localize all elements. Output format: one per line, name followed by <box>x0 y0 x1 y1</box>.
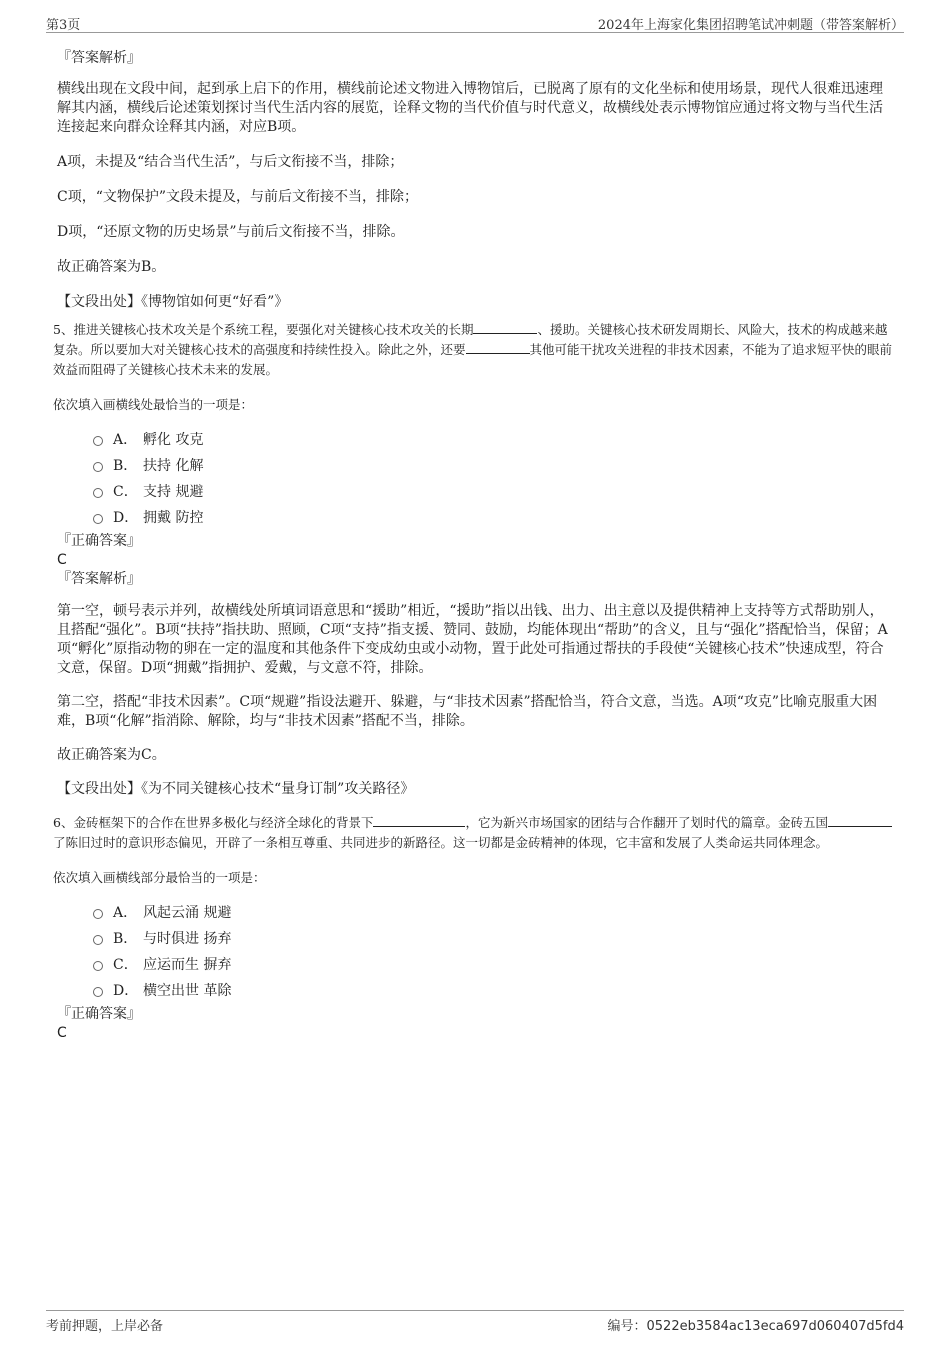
question-5-answer <box>57 531 895 799</box>
correct-answer-label: 『正确答案』 <box>57 533 141 549</box>
option-a[interactable]: A． 风起云涌 规避 <box>93 900 895 926</box>
option-b[interactable]: B． 扶持 化解 <box>93 453 895 479</box>
option-d[interactable]: D． 拥戴 防控 <box>93 505 895 531</box>
question-6-answer <box>57 1004 895 1042</box>
analysis-label: 『答案解析』 <box>57 571 141 587</box>
radio-icon[interactable] <box>93 987 103 997</box>
previous-question-analysis <box>57 48 895 312</box>
page-header <box>46 12 904 33</box>
analysis-conclusion: 故正确答案为B。 <box>57 259 166 275</box>
radio-icon[interactable] <box>93 514 103 524</box>
correct-answer-label: 『正确答案』 <box>57 1006 141 1022</box>
option-d[interactable]: D． 横空出世 革除 <box>93 978 895 1004</box>
radio-icon[interactable] <box>93 436 103 446</box>
blank-2 <box>828 814 892 827</box>
correct-answer: C <box>57 552 67 568</box>
analysis-second-blank: 第二空，搭配“非技术因素”。C项“规避”指设法避开、躲避，与“非技术因素”搭配恰当，符合文意，当选。A项“攻克”比喻克服重大困难，B项“化解”指消除、解除，均与“非技术因素”搭配不当，排除。 <box>57 694 878 729</box>
question-5 <box>53 320 895 531</box>
options-list <box>93 900 895 1004</box>
analysis-option-a: A项，未提及“结合当代生活”，与后文衔接不当，排除； <box>57 154 404 170</box>
analysis-paragraph: 横线出现在文段中间，起到承上启下的作用，横线前论述文物进入博物馆后，已脱离了原有的文化坐标和使用场景，现代人很难迅速理解其内涵，横线后论述策划探讨当代生活内容的展览，诠释文物的当代价值与时代意义，故横线处表示博物馆应通过将文物与当代生活连接起来向群众诠释其内涵，对应B项。 <box>57 81 883 135</box>
option-b[interactable]: B． 与时俱进 扬弃 <box>93 926 895 952</box>
blank-1 <box>373 814 465 827</box>
question-prompt: 依次填入画横线处最恰当的一项是： <box>53 397 254 412</box>
page-content <box>53 48 895 1042</box>
correct-answer: C <box>57 1025 67 1041</box>
options-list <box>93 427 895 531</box>
analysis-option-d: D项，“还原文物的历史场景”与前后文衔接不当，排除。 <box>57 224 405 240</box>
blank-1 <box>473 321 537 334</box>
radio-icon[interactable] <box>93 488 103 498</box>
document-code: 编号：0522eb3584ac13eca697d060407d5fd4 <box>607 1319 904 1334</box>
option-c[interactable]: C． 应运而生 摒弃 <box>93 952 895 978</box>
radio-icon[interactable] <box>93 935 103 945</box>
document-title: 2024年上海家化集团招聘笔试冲刺题（带答案解析） <box>597 18 904 33</box>
analysis-first-blank: 第一空，顿号表示并列，故横线处所填词语意思和“援助”相近，“援助”指以出钱、出力、出主意以及提供精神上支持等方式帮助别人，且搭配“强化”。B项“扶持”指扶助、照顾，C项“支持”指支援、赞同、鼓励，均能体现出“帮助”的含义，且与“强化”搭配恰当，保留；A项“孵化”原指动物的卵在一定的温度和其他条件下变成幼虫或小动物，置于此处可指通过帮扶的手段使“关键核心技术”快速成型，符合文意，保留。D项“拥戴”指拥护、爱戴，与文意不符，排除。 <box>57 603 888 676</box>
page-footer <box>46 1310 904 1333</box>
analysis-label: 『答案解析』 <box>57 50 141 66</box>
source-citation: 【文段出处】《博物馆如何更“好看”》 <box>57 294 289 310</box>
option-c[interactable]: C． 支持 规避 <box>93 479 895 505</box>
footer-slogan: 考前押题，上岸必备 <box>46 1319 164 1334</box>
source-citation: 【文段出处】《为不同关键核心技术“量身订制”攻关路径》 <box>57 781 415 797</box>
question-stem: 5、推进关键核心技术攻关是个系统工程，要强化对关键核心技术攻关的长期 、援助。关键核心技术研发周期长、风险大，技术的构成越来越复杂。所以要加大对关键核心技术的高强度和持续性投入。除此之外，还要 其他可能干扰攻关进程的非技术因素，不能为了追求短平快的眼前效益而阻碍了关键核心技术未来的发展。 <box>53 322 893 377</box>
radio-icon[interactable] <box>93 462 103 472</box>
radio-icon[interactable] <box>93 909 103 919</box>
analysis-conclusion: 故正确答案为C。 <box>57 747 166 763</box>
analysis-option-c: C项，“文物保护”文段未提及，与前后文衔接不当，排除； <box>57 189 419 205</box>
question-stem: 6、金砖框架下的合作在世界多极化与经济全球化的背景下 ，它为新兴市场国家的团结与合作翻开了划时代的篇章。金砖五国了陈旧过时的意识形态偏见，开辟了一条相互尊重、共同进步的新路径。这一切都是金砖精神的体现，它丰富和发展了人类命运共同体理念。 <box>53 813 895 853</box>
option-a[interactable]: A． 孵化 攻克 <box>93 427 895 453</box>
page-number: 第3页 <box>46 18 81 33</box>
question-prompt: 依次填入画横线部分最恰当的一项是： <box>53 870 266 885</box>
question-6 <box>53 813 895 1004</box>
blank-2 <box>466 341 530 354</box>
radio-icon[interactable] <box>93 961 103 971</box>
